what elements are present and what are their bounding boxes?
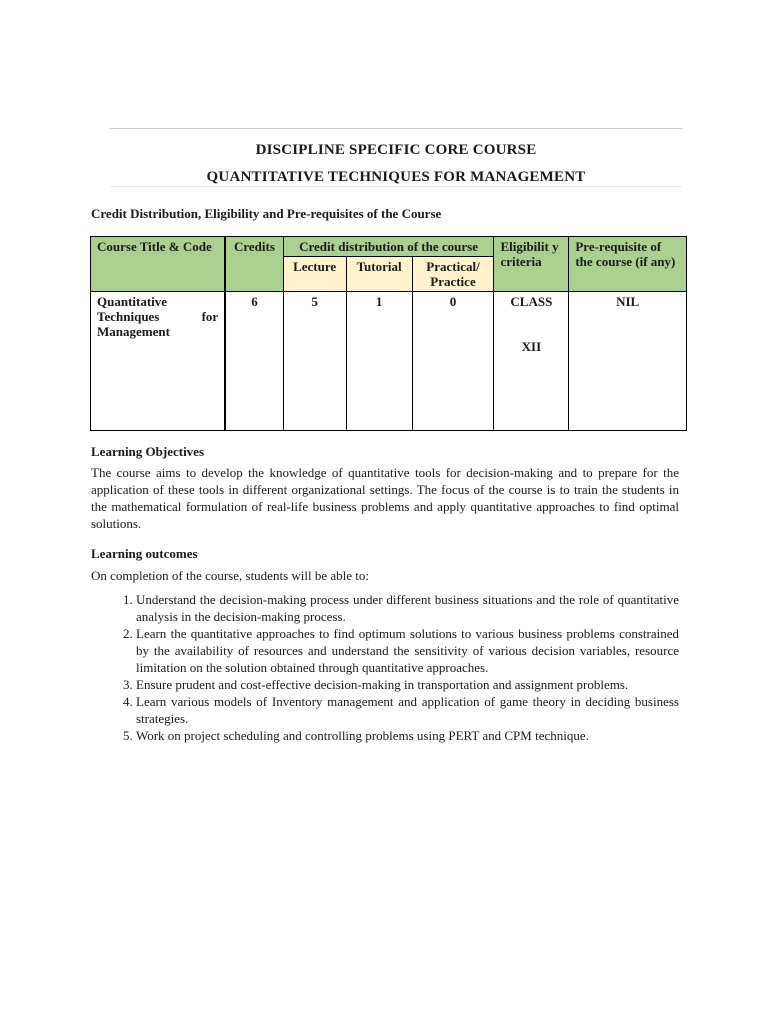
top-rule [110, 128, 682, 129]
cell-credits: 6 [225, 292, 283, 431]
learning-outcomes-list [91, 591, 679, 744]
list-item: 4. Learn various models of Inventory management and application of game theory in deciding business strategies. [136, 693, 679, 727]
header-eligibility: Eligibilit y criteria [494, 237, 569, 292]
cell-practical: 0 [412, 292, 494, 431]
course-title-line3: Management [97, 324, 170, 339]
learning-outcomes-intro: On completion of the course, students will be able to: [91, 568, 369, 583]
cell-lecture: 5 [283, 292, 346, 431]
header-prerequisite: Pre-requisite of the course (if any) [569, 237, 687, 292]
header-practical: Practical/ Practice [412, 257, 494, 292]
eligibility-line2: XII [521, 339, 542, 354]
bottom-rule [110, 186, 682, 187]
page-title-line2: QUANTITATIVE TECHNIQUES FOR MANAGEMENT [206, 169, 586, 185]
header-course-title: Course Title & Code [91, 237, 226, 292]
list-item: 3. Ensure prudent and cost-effective decision-making in transportation and assignment problems. [136, 676, 679, 693]
learning-objectives-title: Learning Objectives [91, 444, 205, 459]
learning-outcomes-title: Learning outcomes [91, 546, 198, 561]
list-item: 1. Understand the decision-making process under different business situations and the role of quantitative analysis in the decision-making process. [136, 591, 679, 625]
header-tutorial: Tutorial [346, 257, 412, 292]
list-item: 5. Work on project scheduling and controlling problems using PERT and CPM technique. [136, 727, 679, 744]
table-header-row [91, 237, 687, 257]
course-title-word-techniques: Techniques [97, 309, 160, 324]
table-row [91, 292, 687, 431]
learning-objectives-text: The course aims to develop the knowledge of quantitative tools for decision-making and to prepare for the application of these tools in different organizational settings. The focus of the course is to train the students in the mathematical formulation of real-life business problems and apply quantitative approaches to find optimal solutions. [91, 465, 679, 531]
course-title-word-for: for [201, 309, 219, 324]
eligibility-spacer [500, 309, 562, 339]
header-credit-distribution: Credit distribution of the course [283, 237, 494, 257]
eligibility-line1: CLASS [510, 294, 553, 309]
credit-distribution-table [90, 236, 687, 431]
page-title-line1: DISCIPLINE SPECIFIC CORE COURSE [255, 142, 537, 158]
header-credits: Credits [225, 237, 283, 292]
course-title-line1: Quantitative [97, 294, 168, 309]
credit-section-heading: Credit Distribution, Eligibility and Pre-requisites of the Course [91, 206, 442, 221]
header-lecture: Lecture [283, 257, 346, 292]
list-item: 2. Learn the quantitative approaches to find optimum solutions to various business problems constrained by the availability of resources and understand the sensitivity of various decision variables, resource limitation on the solution obtained through quantitative approaches. [136, 625, 679, 676]
cell-prerequisite: NIL [569, 292, 687, 431]
cell-tutorial: 1 [346, 292, 412, 431]
cell-course-title [91, 292, 226, 431]
course-title-line2 [97, 309, 218, 324]
cell-eligibility [494, 292, 569, 431]
